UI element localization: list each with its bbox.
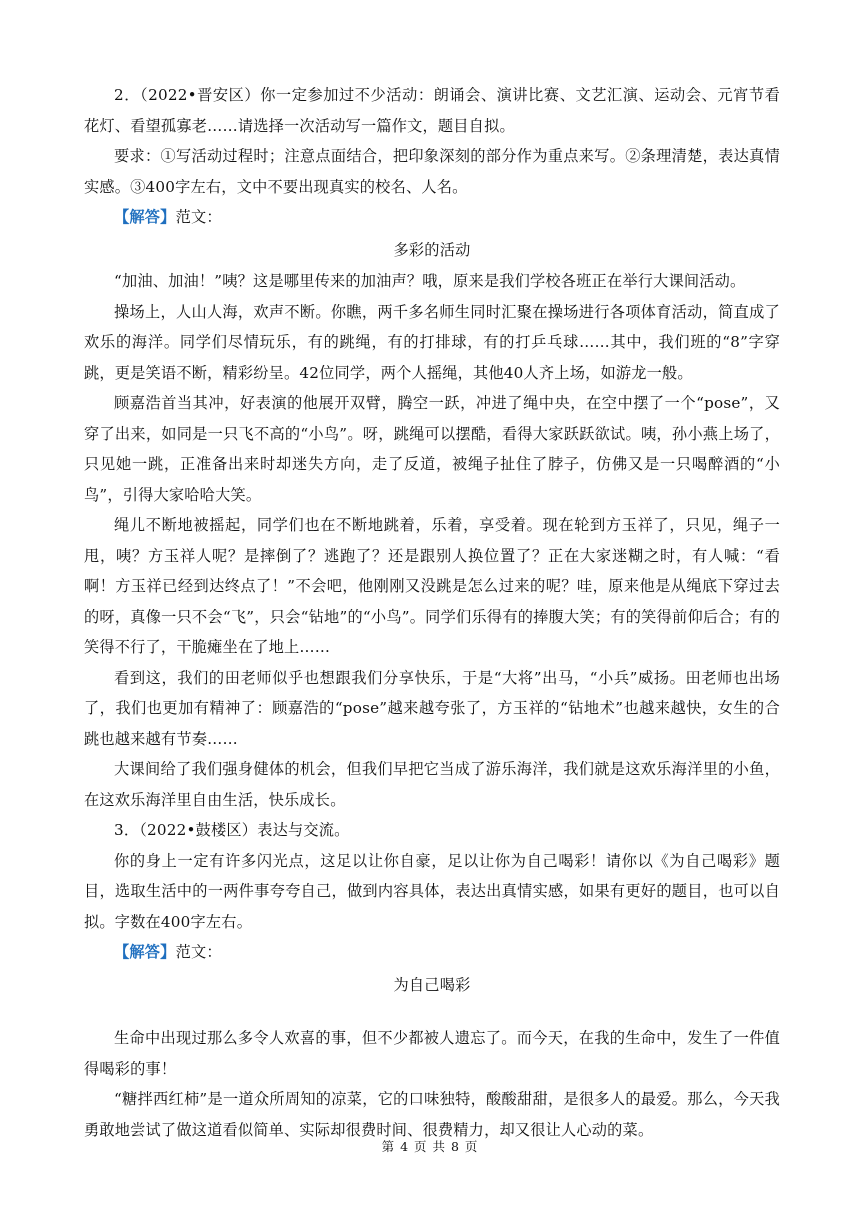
essay-title: 多彩的活动 xyxy=(393,240,471,259)
blank-line xyxy=(84,1001,780,1023)
essay-paragraph: “加油、加油！”咦？这是哪里传来的加油声？哦，原来是我们学校各班正在举行大课间活动。 xyxy=(114,272,746,290)
page-content xyxy=(84,80,780,1145)
answer-tag: 【解答】 xyxy=(114,943,176,961)
essay-paragraph: “糖拌西红柿”是一道众所周知的凉菜，它的口味独特，酸酸甜甜，是很多人的最爱。那么，今天我勇敢地尝试了做这道看似简单、实际却很费时间、很费精力，却又很让人心动的菜。 xyxy=(84,1090,780,1139)
answer-intro: 范文： xyxy=(175,943,222,961)
question-2-requirements: 要求：①写活动过程时；注意点面结合，把印象深刻的部分作为重点来写。②条理清楚，表达真情实感。③400字左右，文中不要出现真实的校名、人名。 xyxy=(84,147,780,196)
question-3-prompt: 3．（2022•鼓楼区）表达与交流。 xyxy=(114,821,350,839)
essay-paragraph: 绳儿不断地被摇起，同学们也在不断地跳着，乐着，享受着。现在轮到方玉祥了，只见，绳子一甩，咦？方玉祥人呢？是摔倒了？逃跑了？还是跟别人换位置了？正在大家迷糊之时，有人喊：“看啊！方玉祥已经到达终点了！”不会吧，他刚刚又没跳是怎么过来的呢？哇，原来他是从绳底下穿过去的呀，真像一只不会“飞”，只会“钻地”的“小鸟”。同学们乐得有的捧腹大笑；有的笑得前仰后合；有的笑得不行了，干脆瘫坐在了地上…… xyxy=(84,516,780,656)
answer-line xyxy=(84,937,780,968)
essay-paragraph: 看到这，我们的田老师似乎也想跟我们分享快乐，于是“大将”出马，“小兵”威扬。田老师也出场了，我们也更加有精神了：顾嘉浩的“pose”越来越夸张了，方玉祥的“钻地术”也越来越快，女生的合跳也越来越有节奏…… xyxy=(84,668,780,748)
essay-paragraph: 操场上，人山人海，欢声不断。你瞧，两千多名师生同时汇聚在操场进行各项体育活动，简直成了欢乐的海洋。同学们尽情玩乐，有的跳绳，有的打排球，有的打乒乓球……其中，我们班的“8”字穿跳，更是笑语不断，精彩纷呈。42位同学，两个人摇绳，其他40人齐上场，如游龙一般。 xyxy=(84,302,780,382)
essay-paragraph: 生命中出现过那么多令人欢喜的事，但不少都被人遗忘了。而今天，在我的生命中，发生了一件值得喝彩的事！ xyxy=(84,1029,780,1078)
essay-title: 为自己喝彩 xyxy=(393,975,471,994)
essay-paragraph: 顾嘉浩首当其冲，好表演的他展开双臂，腾空一跃，冲进了绳中央，在空中摆了一个“pose”，又穿了出来，如同是一只飞不高的“小鸟”。呀，跳绳可以摆酷，看得大家跃跃欲试。咦，孙小燕上场了，只见她一跳，正准备出来时却迷失方向，走了反道，被绳子扯住了脖子，仿佛又是一只喝醉酒的“小鸟”，引得大家哈哈大笑。 xyxy=(84,394,780,504)
essay-paragraph: 大课间给了我们强身健体的机会，但我们早把它当成了游乐海洋，我们就是这欢乐海洋里的小鱼，在这欢乐海洋里自由生活，快乐成长。 xyxy=(84,760,780,809)
answer-intro: 范文： xyxy=(175,208,222,226)
page-footer: 第 4 页 共 8 页 xyxy=(381,1139,479,1154)
answer-tag: 【解答】 xyxy=(114,208,176,226)
question-2-prompt: 2．（2022•晋安区）你一定参加过不少活动：朗诵会、演讲比赛、文艺汇演、运动会、元宵节看花灯、看望孤寡老……请选择一次活动写一篇作文，题目自拟。 xyxy=(84,86,780,135)
answer-line xyxy=(84,202,780,233)
question-3-body: 你的身上一定有许多闪光点，这足以让你自豪，足以让你为自己喝彩！请你以《为自己喝彩》题目，选取生活中的一两件事夸夸自己，做到内容具体，表达出真情实感，如果有更好的题目，也可以自拟。字数在400字左右。 xyxy=(84,851,780,931)
